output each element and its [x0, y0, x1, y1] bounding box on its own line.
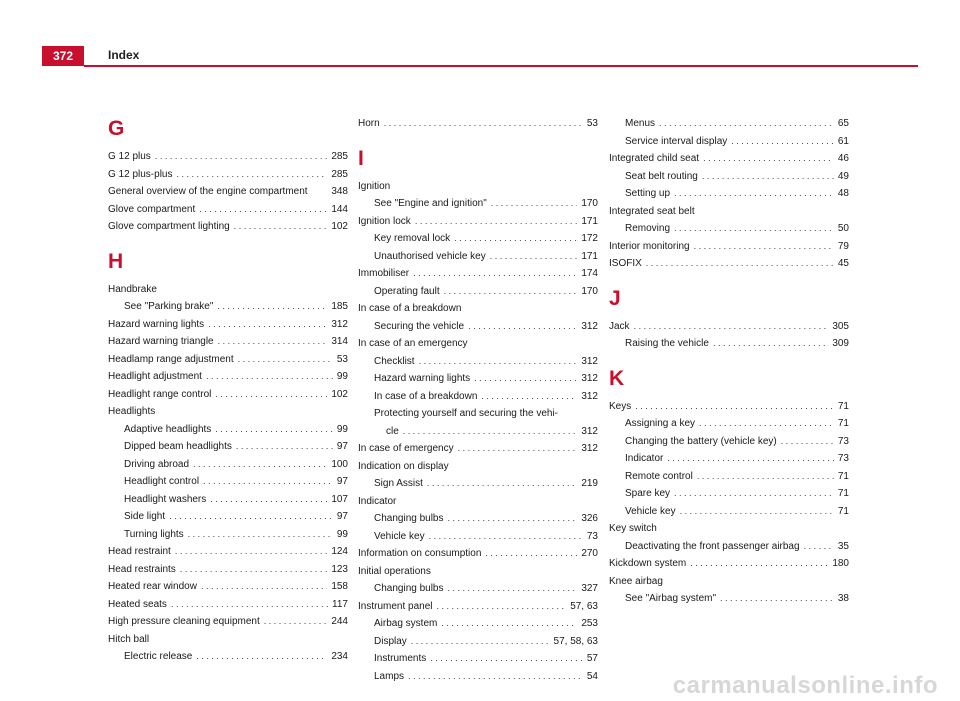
page-ref: 158: [331, 581, 348, 592]
index-entry: [358, 545, 598, 563]
index-subentry: [358, 633, 598, 651]
entry-label: Remote control: [625, 470, 693, 482]
index-letter: H: [108, 249, 124, 273]
index-heading: Knee airbag: [609, 575, 663, 587]
page-ref: 38: [837, 593, 849, 604]
section-title: Index: [108, 48, 140, 62]
index-entry-wrapped: [358, 405, 598, 440]
page-ref: 97: [336, 511, 348, 522]
leader-dots: [203, 473, 333, 491]
index-subentry: [108, 438, 348, 456]
page-ref: 73: [837, 453, 849, 464]
leader-dots: [713, 335, 828, 353]
page-ref: 312: [581, 443, 598, 454]
index-subentry: [358, 615, 598, 633]
index-subentry: [358, 650, 598, 668]
index-subentry: [609, 220, 849, 238]
page-ref: 71: [837, 400, 849, 412]
leader-dots: [413, 265, 577, 283]
index-subentry: [609, 115, 849, 133]
page-ref: 123: [331, 563, 348, 575]
page-ref: 99: [336, 528, 348, 540]
index-heading: Initial operations: [358, 565, 431, 577]
leader-dots: [201, 578, 327, 596]
page-ref: 99: [336, 423, 348, 435]
index-heading: In case of a breakdown: [358, 303, 462, 314]
entry-label: Unauthorised vehicle key: [374, 250, 486, 262]
index-heading: Handbrake: [108, 283, 157, 295]
index-heading: Integrated seat belt: [609, 205, 695, 217]
index-subentry: [609, 468, 849, 486]
page-ref: 35: [837, 540, 849, 552]
page-ref: 219: [581, 478, 598, 489]
index-entry: [609, 398, 849, 416]
entry-label: Kickdown system: [609, 558, 687, 569]
index-entry: [108, 543, 348, 561]
index-letter: G: [108, 117, 125, 140]
entry-label: Airbag system: [374, 618, 438, 629]
index-column-2: [358, 115, 598, 685]
page-ref: 348: [331, 186, 348, 197]
page-ref: 305: [832, 320, 849, 332]
leader-dots: [384, 115, 583, 133]
page-ref: 50: [837, 223, 849, 234]
entry-label: Vehicle key: [625, 505, 676, 517]
entry-label: Operating fault: [374, 285, 440, 297]
index-subentry: [609, 590, 849, 608]
leader-dots: [236, 438, 333, 456]
index-entry: [108, 578, 348, 596]
index-subentry: [609, 538, 849, 556]
leader-dots: [437, 598, 567, 616]
leader-dots: [430, 650, 583, 668]
index-subentry: [108, 508, 348, 526]
entry-label: In case of emergency: [358, 443, 454, 454]
index-subentry: [609, 503, 849, 521]
index-subentry: [108, 456, 348, 474]
page-ref: 170: [581, 285, 598, 297]
leader-dots: [781, 433, 834, 451]
index-subentry: [609, 485, 849, 503]
leader-dots: [419, 353, 578, 371]
index-subentry: [609, 335, 849, 353]
index-entry: [108, 148, 348, 166]
entry-label: Hazard warning lights: [108, 318, 205, 330]
index-entry: [108, 333, 348, 351]
entry-label: Head restraints: [108, 563, 176, 575]
entry-label: Instrument panel: [358, 600, 433, 612]
page-ref: 285: [331, 168, 348, 180]
leader-dots: [238, 351, 333, 369]
leader-dots: [215, 386, 327, 404]
index-letter: K: [609, 366, 625, 390]
index-subentry: [108, 526, 348, 544]
entry-label: cle: [386, 425, 399, 437]
index-subentry: [108, 298, 348, 316]
index-column-3: [609, 115, 849, 608]
page-ref: 71: [837, 470, 849, 482]
page-ref: 327: [581, 583, 598, 594]
leader-dots: [215, 421, 333, 439]
page-ref: 326: [581, 513, 598, 524]
entry-label: Glove compartment lighting: [108, 221, 230, 232]
leader-dots: [403, 423, 578, 441]
index-subentry: [358, 248, 598, 266]
page-ref: 124: [331, 546, 348, 557]
page-ref: 61: [837, 135, 849, 147]
index-subentry: [358, 195, 598, 213]
page-ref: 171: [581, 250, 598, 262]
entry-label: Assigning a key: [625, 418, 696, 429]
page-number: 372: [42, 46, 84, 66]
index-entry: [358, 115, 598, 133]
entry-label: Electric release: [124, 651, 193, 662]
entry-label: See "Parking brake": [124, 301, 214, 312]
index-subentry: [358, 528, 598, 546]
entry-label: Vehicle key: [374, 530, 425, 542]
entry-label: Setting up: [625, 188, 671, 199]
entry-label: Key removal lock: [374, 233, 451, 244]
leader-dots: [702, 168, 834, 186]
page-ref: 73: [586, 530, 598, 542]
index-subentry: [358, 510, 598, 528]
index-entry: [609, 150, 849, 168]
entry-label: Heated seats: [108, 598, 167, 610]
index-entry: [108, 613, 348, 631]
entry-label: See "Airbag system": [625, 593, 717, 604]
leader-dots: [448, 580, 578, 598]
index-column-1: [108, 117, 348, 666]
page-ref: 73: [837, 435, 849, 447]
leader-dots: [448, 510, 578, 528]
index-heading: In case of an emergency: [358, 338, 468, 349]
entry-label: Menus: [625, 118, 656, 129]
entry-label: Securing the vehicle: [374, 320, 465, 332]
leader-dots: [731, 133, 834, 151]
page-ref: 172: [581, 233, 598, 244]
entry-label: Headlight range control: [108, 388, 212, 400]
index-subentry: [609, 168, 849, 186]
index-heading: Ignition: [358, 180, 391, 192]
entry-label: General overview of the engine compartment: [108, 186, 308, 197]
page-ref: 97: [336, 476, 348, 487]
page-ref: 49: [837, 170, 849, 182]
entry-label: Integrated child seat: [609, 153, 700, 164]
index-heading: Indication on display: [358, 460, 449, 472]
entry-label: Interior monitoring: [609, 240, 690, 252]
index-subentry: [108, 648, 348, 666]
page-ref: 117: [332, 598, 348, 610]
page-ref: 309: [832, 338, 849, 349]
entry-label: Instruments: [374, 653, 427, 664]
leader-dots: [175, 543, 328, 561]
leader-dots: [155, 148, 328, 166]
leader-dots: [634, 318, 829, 336]
page-header: [0, 0, 960, 70]
index-heading: Hitch ball: [108, 633, 150, 645]
index-subentry: [108, 421, 348, 439]
page-ref: 46: [837, 153, 849, 164]
leader-dots: [804, 538, 834, 556]
entry-label: Service interval display: [625, 135, 728, 147]
leader-dots: [429, 528, 583, 546]
leader-dots: [217, 298, 327, 316]
entry-label: Hazard warning lights: [374, 373, 471, 384]
header-rule: [84, 65, 918, 67]
entry-label: Deactivating the front passenger airbag: [625, 540, 800, 552]
leader-dots: [169, 508, 333, 526]
leader-dots: [411, 633, 550, 651]
index-entry: [108, 561, 348, 579]
index-letter: I: [358, 146, 364, 170]
index-subentry: [358, 580, 598, 598]
entry-label: Changing bulbs: [374, 583, 444, 594]
index-subentry: [358, 475, 598, 493]
leader-dots: [667, 450, 834, 468]
index-entry: [108, 183, 348, 201]
index-heading: Headlights: [108, 406, 156, 417]
index-subentry: [609, 185, 849, 203]
leader-dots: [481, 388, 577, 406]
leader-dots: [218, 333, 328, 351]
entry-label: Changing the battery (vehicle key): [625, 435, 777, 447]
leader-dots: [199, 201, 327, 219]
index-entry: [108, 368, 348, 386]
index-heading: Key switch: [609, 523, 657, 534]
page-ref: 102: [331, 388, 348, 400]
leader-dots: [490, 248, 578, 266]
leader-dots: [196, 648, 327, 666]
entry-label: Head restraint: [108, 546, 171, 557]
page-ref: 71: [837, 488, 849, 499]
leader-dots: [680, 503, 834, 521]
entry-label: Heated rear window: [108, 581, 197, 592]
leader-dots: [180, 561, 328, 579]
entry-label: Side light: [124, 511, 166, 522]
index-subentry: [358, 388, 598, 406]
entry-label: Horn: [358, 118, 380, 129]
leader-dots: [264, 613, 328, 631]
entry-label: Keys: [609, 400, 632, 412]
entry-label: Sign Assist: [374, 478, 423, 489]
index-letter: J: [609, 286, 621, 310]
index-entry: [358, 265, 598, 283]
page-ref: 102: [331, 221, 348, 232]
leader-dots: [458, 440, 578, 458]
entry-label: Spare key: [625, 488, 671, 499]
index-entry: [108, 386, 348, 404]
page-ref: 244: [331, 616, 348, 627]
index-heading: Indicator: [358, 495, 397, 507]
page-ref: 57, 58, 63: [553, 635, 598, 647]
leader-dots: [646, 255, 834, 273]
index-subentry: [358, 370, 598, 388]
entry-label-line: Protecting yourself and securing the vehi-: [374, 408, 558, 419]
leader-dots: [720, 590, 834, 608]
page-ref: 97: [336, 441, 348, 452]
leader-dots: [703, 150, 834, 168]
page-ref: 144: [331, 203, 348, 215]
leader-dots: [193, 456, 327, 474]
page-ref: 170: [581, 198, 598, 209]
entry-label: Turning lights: [124, 528, 184, 540]
index-entry: [108, 218, 348, 236]
page-ref: 71: [837, 505, 849, 517]
index-subentry: [358, 283, 598, 301]
page-ref: 312: [581, 355, 598, 367]
entry-label: Headlamp range adjustment: [108, 353, 234, 365]
leader-dots: [674, 220, 834, 238]
index-entry: [358, 598, 598, 616]
leader-dots: [699, 415, 834, 433]
page-ref: 253: [581, 618, 598, 629]
page-ref: 171: [581, 215, 598, 227]
page-ref: 53: [586, 118, 598, 129]
page-ref: 48: [837, 188, 849, 199]
page-ref: 312: [581, 373, 598, 384]
page-ref: 79: [837, 240, 849, 252]
index-subentry: [108, 473, 348, 491]
index-entry: [108, 166, 348, 184]
entry-label: Changing bulbs: [374, 513, 444, 524]
index-subentry: [609, 133, 849, 151]
leader-dots: [468, 318, 577, 336]
entry-label: Ignition lock: [358, 215, 411, 227]
entry-label: Headlight control: [124, 476, 200, 487]
entry-label: ISOFIX: [609, 258, 642, 269]
index-subentry: [609, 415, 849, 433]
index-entry: [609, 255, 849, 273]
leader-dots: [234, 218, 328, 236]
page-ref: 57: [586, 653, 598, 664]
page-ref: 185: [331, 301, 348, 312]
entry-label: High pressure cleaning equipment: [108, 616, 260, 627]
page-ref: 100: [331, 458, 348, 470]
index-entry: [108, 316, 348, 334]
index-subentry: [358, 318, 598, 336]
index-subentry: [358, 230, 598, 248]
leader-dots: [674, 485, 834, 503]
page-ref: 57, 63: [570, 600, 598, 612]
index-subentry: [609, 433, 849, 451]
leader-dots: [690, 555, 828, 573]
entry-label: Hazard warning triangle: [108, 336, 214, 347]
page-ref: 180: [832, 558, 849, 569]
leader-dots: [491, 195, 578, 213]
index-subentry: [609, 450, 849, 468]
entry-label: Headlight adjustment: [108, 371, 202, 382]
leader-dots: [444, 283, 578, 301]
entry-label: Driving abroad: [124, 458, 190, 470]
index-entry: [108, 351, 348, 369]
entry-label: Seat belt routing: [625, 170, 698, 182]
index-subentry: [358, 668, 598, 686]
entry-label: Adaptive headlights: [124, 423, 212, 435]
entry-label: Jack: [609, 320, 630, 332]
page-ref: 65: [837, 118, 849, 129]
entry-label: Headlight washers: [124, 493, 207, 505]
page-ref: 234: [331, 651, 348, 662]
page-ref: 71: [837, 418, 849, 429]
leader-dots: [176, 166, 327, 184]
index-subentry: [358, 353, 598, 371]
index-entry: [358, 440, 598, 458]
leader-dots: [415, 213, 578, 231]
entry-label: G 12 plus: [108, 151, 151, 162]
leader-dots: [697, 468, 834, 486]
entry-label: G 12 plus-plus: [108, 168, 173, 180]
page-ref: 285: [331, 151, 348, 162]
leader-dots: [210, 491, 327, 509]
entry-label: Indicator: [625, 453, 664, 464]
watermark: carmanualsonline.info: [672, 672, 938, 699]
entry-label: In case of a breakdown: [374, 390, 478, 402]
index-entry: [108, 201, 348, 219]
leader-dots: [427, 475, 577, 493]
entry-label: Dipped beam headlights: [124, 441, 232, 452]
entry-label: Checklist: [374, 355, 415, 367]
page-ref: 174: [581, 268, 598, 279]
page-ref: 312: [581, 390, 598, 402]
leader-dots: [188, 526, 333, 544]
leader-dots: [171, 596, 328, 614]
leader-dots: [206, 368, 333, 386]
leader-dots: [694, 238, 834, 256]
page-ref: 99: [336, 371, 348, 382]
entry-label: Information on consumption: [358, 548, 482, 559]
entry-label: Raising the vehicle: [625, 338, 709, 349]
leader-dots: [474, 370, 577, 388]
entry-label: Immobiliser: [358, 268, 410, 279]
page-ref: 314: [331, 336, 348, 347]
index-entry: [358, 213, 598, 231]
index-entry: [108, 596, 348, 614]
leader-dots: [454, 230, 577, 248]
page-ref: 312: [331, 318, 348, 330]
leader-dots: [674, 185, 834, 203]
page-ref: 312: [581, 425, 598, 437]
index-entry: [609, 238, 849, 256]
page-ref: 53: [336, 353, 348, 365]
entry-label: Display: [374, 635, 407, 647]
page-ref: 54: [586, 670, 598, 682]
index-entry: [609, 318, 849, 336]
leader-dots: [659, 115, 834, 133]
page-ref: 312: [581, 320, 598, 332]
page-ref: 45: [837, 258, 849, 269]
entry-label: Removing: [625, 223, 671, 234]
index-entry: [609, 555, 849, 573]
leader-dots: [441, 615, 577, 633]
leader-dots: [208, 316, 327, 334]
leader-dots: [635, 398, 834, 416]
page-ref: 270: [581, 548, 598, 559]
entry-label: Lamps: [374, 670, 405, 682]
page-ref: 107: [331, 493, 348, 505]
entry-label: Glove compartment: [108, 203, 196, 215]
leader-dots: [485, 545, 577, 563]
index-subentry: [108, 491, 348, 509]
index-entry: [358, 423, 598, 441]
entry-label: See "Engine and ignition": [374, 198, 487, 209]
leader-dots: [408, 668, 583, 686]
